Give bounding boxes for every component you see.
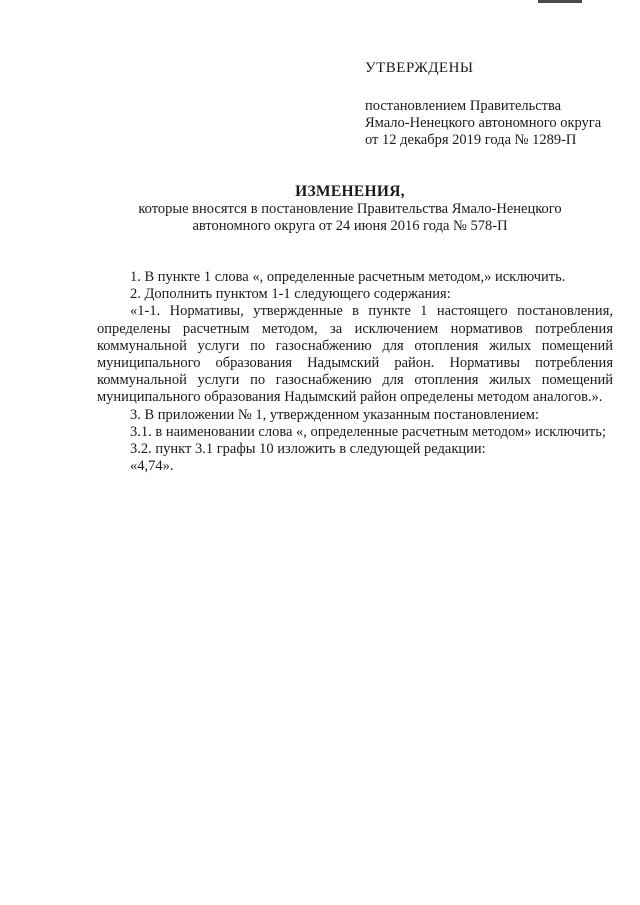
approval-title: УТВЕРЖДЕНЫ xyxy=(365,60,474,76)
document-heading xyxy=(90,183,610,235)
approval-line-2: Ямало-Ненецкого автономного округа xyxy=(365,115,602,131)
document-body xyxy=(97,269,613,475)
paragraph-5: 3.1. в наименовании слова «, определенные расчетным методом» исключить; xyxy=(130,423,606,440)
paragraph-4: 3. В приложении № 1, утвержденном указанным постановлением: xyxy=(130,406,539,423)
heading-subtitle-line-2: автономного округа от 24 июня 2016 года № 578-П xyxy=(192,218,508,234)
paragraph-2: 2. Дополнить пунктом 1-1 следующего содержания: xyxy=(130,286,451,303)
heading-title: ИЗМЕНЕНИЯ, xyxy=(295,183,405,200)
paragraph-3: «1-1. Нормативы, утвержденные в пункте 1 настоящего постановления, определены расчетным методом, за исключением нормативов потребления коммунальной услуги по газоснабжению для отопления жилых помещений муниципального образования Надымский район. Нормативы потребления коммунальной услуги по газоснабжению для отопления жилых помещений муниципального образования Надымский район определены методом аналогов.». xyxy=(97,303,613,406)
approval-block xyxy=(365,60,625,149)
paragraph-7: «4,74». xyxy=(130,458,174,475)
approval-line-1: постановлением Правительства xyxy=(365,98,562,114)
heading-subtitle-line-1: которые вносятся в постановление Правительства Ямало-Ненецкого xyxy=(138,201,562,217)
approval-line-3: от 12 декабря 2019 года № 1289-П xyxy=(365,132,577,148)
paragraph-1: 1. В пункте 1 слова «, определенные расчетным методом,» исключить. xyxy=(130,269,566,285)
paragraph-6: 3.2. пункт 3.1 графы 10 изложить в следующей редакции: xyxy=(130,441,486,458)
scan-artifact-mark xyxy=(538,0,582,3)
